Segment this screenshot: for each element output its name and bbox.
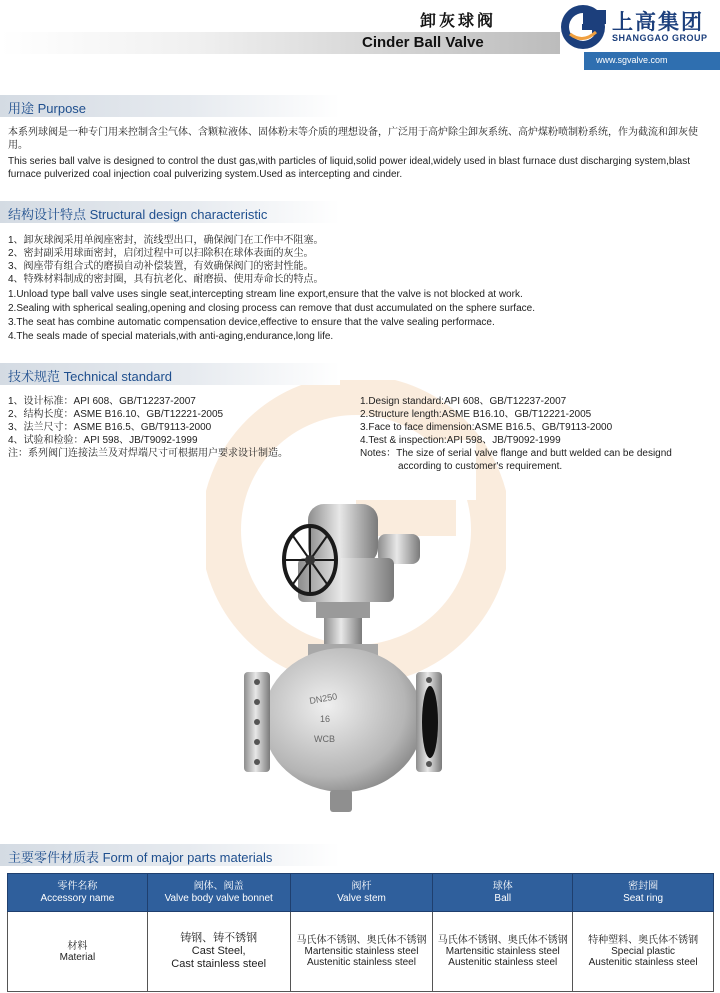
notes-line-2: according to customer's requirement. bbox=[398, 461, 563, 472]
cell-ball-material: 马氏体不锈钢、奥氏体不锈钢 Martensitic stainless steel Austenitic stainless steel bbox=[433, 912, 573, 992]
structural-cn-3: 3、阀座带有组合式的磨损自动补偿装置，有效确保阀门的密封性能。 bbox=[8, 261, 314, 272]
structural-cn-2: 2、密封副采用球面密封，启闭过程中可以扫除积在球体表面的灰尘。 bbox=[8, 248, 314, 259]
cell-body-material: 铸钢、铸不锈钢 Cast Steel, Cast stainless steel bbox=[147, 912, 290, 992]
tech-cn-1: 1、设计标准：API 608、GB/T12237-2007 bbox=[8, 396, 196, 407]
col-ball: 球体 Ball bbox=[433, 874, 573, 912]
valve-marking-pressure: 16 bbox=[320, 714, 331, 724]
col-valve-body: 阀体、阀盖 Valve body valve bonnet bbox=[147, 874, 290, 912]
cell-seat-material: 特种塑料、奥氏体不锈钢 Special plastic Austenitic stainless steel bbox=[573, 912, 714, 992]
valve-marking-size: DN250 bbox=[308, 691, 338, 706]
shanggao-g-logo-icon bbox=[560, 4, 606, 50]
logo-text-cn: 上高集团 bbox=[612, 10, 704, 34]
cell-stem-material: 马氏体不锈钢、奥氏体不锈钢 Martensitic stainless steel Austenitic stainless steel bbox=[290, 912, 433, 992]
tech-en-3: 3.Face to face dimension:ASME B16.5、GB/T9113-2000 bbox=[360, 422, 613, 433]
company-logo bbox=[556, 2, 720, 52]
page-title-en: Cinder Ball Valve bbox=[362, 34, 484, 51]
website-url[interactable]: www.sgvalve.com bbox=[596, 55, 668, 65]
cell-material-label: 材料 Material bbox=[8, 912, 148, 992]
purpose-text-en: This series ball valve is designed to control the dust gas,with particles of liquid,solid power ideal,widely used in blast furnace dust discharging system,blast furnace pulverized coal injection coal pulverizing system.Used as intercepting and cinder. bbox=[8, 156, 691, 180]
section-heading-structural: 结构设计特点 Structural design characteristic bbox=[0, 201, 340, 223]
technical-standard-cn bbox=[8, 395, 288, 460]
structural-en-2: 2.Sealing with spherical sealing,opening and closing process can remove that dust accumulated on the sphere surface. bbox=[8, 303, 535, 314]
purpose-text-cn: 本系列球阀是一种专门用来控制含尘气体、含颗粒液体、固体粉末等介质的理想设备，广泛用于高炉除尘卸灰系统、高炉煤粉喷制粉系统，作为截流和卸灰使用。 bbox=[8, 127, 698, 151]
notes-label: Notes： bbox=[360, 448, 397, 459]
tech-en-2: 2.Structure length:ASME B16.10、GB/T12221-2005 bbox=[360, 409, 592, 420]
table-header-row bbox=[8, 874, 714, 912]
structural-en-1: 1.Unload type ball valve uses single seat,intercepting stream line export,ensure that the valve is not blocked at work. bbox=[8, 289, 523, 300]
section-heading-materials: 主要零件材质表 Form of major parts materials bbox=[0, 844, 340, 866]
ball-valve-image bbox=[238, 498, 448, 820]
section-heading-purpose: 用途 Purpose bbox=[0, 95, 340, 117]
valve-marking-material: WCB bbox=[314, 734, 335, 744]
tech-en-note bbox=[360, 447, 672, 460]
notes-line-1: The size of serial valve flange and butt welded can be designd bbox=[396, 448, 672, 459]
technical-standard-en bbox=[360, 395, 672, 473]
tech-cn-2: 2、结构长度：ASME B16.10、GB/T12221-2005 bbox=[8, 409, 224, 420]
page-title-cn: 卸灰球阀 bbox=[420, 13, 497, 30]
structural-cn-1: 1、卸灰球阀采用单阀座密封，流线型出口，确保阀门在工作中不阻塞。 bbox=[8, 235, 324, 246]
materials-table bbox=[7, 873, 714, 992]
col-seat-ring: 密封圈 Seat ring bbox=[573, 874, 714, 912]
tech-en-1: 1.Design standard:API 608、GB/T12237-2007 bbox=[360, 396, 567, 407]
col-accessory-name: 零件名称 Accessory name bbox=[8, 874, 148, 912]
tech-cn-note: 注：系列阀门连接法兰及对焊端尺寸可根据用户要求设计制造。 bbox=[8, 448, 288, 459]
logo-text-en: SHANGGAO GROUP bbox=[612, 33, 708, 43]
section-heading-technical: 技术规范 Technical standard bbox=[0, 363, 340, 385]
structural-en-3: 3.The seat has combine automatic compensation device,effective to ensure that the valve sealing performace. bbox=[8, 317, 495, 328]
tech-cn-4: 4、试验和检验：API 598、JB/T9092-1999 bbox=[8, 435, 198, 446]
structural-cn-4: 4、特殊材料制成的密封圈，具有抗老化、耐磨损、使用寿命长的特点。 bbox=[8, 274, 324, 285]
structural-en-4: 4.The seals made of special materials,with anti-aging,endurance,long life. bbox=[8, 331, 334, 342]
tech-cn-3: 3、法兰尺寸：ASME B16.5、GB/T9113-2000 bbox=[8, 422, 212, 433]
table-row bbox=[8, 912, 714, 992]
tech-en-4: 4.Test & inspection:API 598、JB/T9092-1999 bbox=[360, 435, 561, 446]
col-valve-stem: 阀杆 Valve stem bbox=[290, 874, 433, 912]
